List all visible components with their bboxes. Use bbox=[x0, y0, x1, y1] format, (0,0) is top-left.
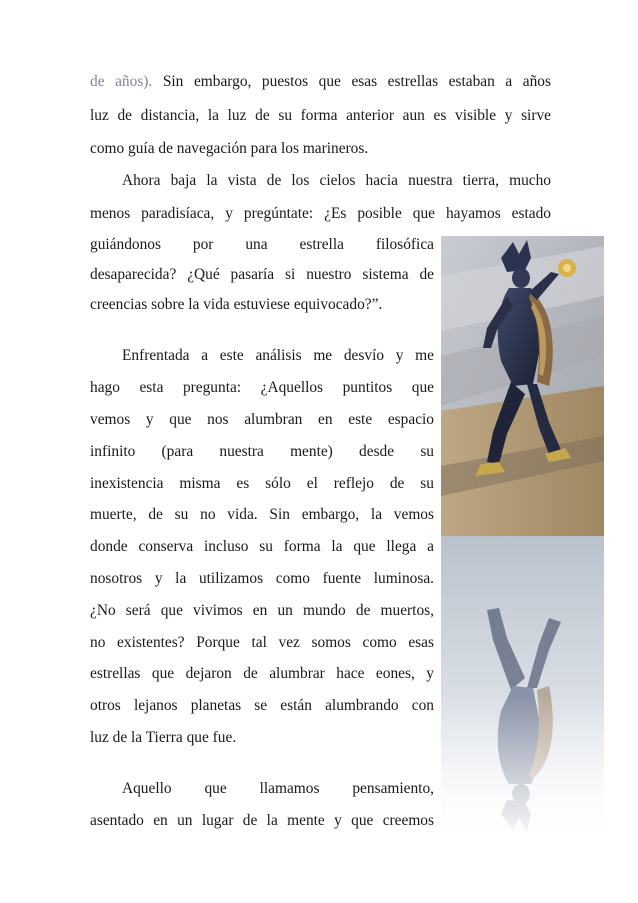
paragraph-3-line-10: no existentes? Porque tal vez somos como esas bbox=[90, 634, 434, 651]
paragraph-3-line-5: inexistencia misma es sólo el reflejo de su bbox=[90, 475, 434, 492]
paragraph-3-line-8: nosotros y la utilizamos como fuente luminosa. bbox=[90, 570, 434, 587]
paragraph-4-line-2: asentado en un lugar de la mente y que creemos bbox=[90, 812, 434, 829]
paragraph-1-line-2: luz de distancia, la luz de su forma anterior aun es visible y sirve bbox=[90, 107, 551, 124]
paragraph-3-line-6: muerte, de su no vida. Sin embargo, la vemos bbox=[90, 506, 434, 523]
paragraph-3-line-3: vemos y que nos alumbran en este espacio bbox=[90, 411, 434, 428]
paragraph-1-line-1 bbox=[90, 72, 551, 92]
paragraph-3-line-2: hago esta pregunta: ¿Aquellos puntitos que bbox=[90, 379, 434, 396]
faded-fragment: de años). bbox=[90, 73, 153, 90]
winged-figure-illustration bbox=[441, 236, 604, 848]
paragraph-2-line-1: Ahora baja la vista de los cielos hacia nuestra tierra, mucho bbox=[122, 172, 551, 189]
paragraph-3-line-13: luz de la Tierra que fue. bbox=[90, 729, 237, 746]
paragraph-3-line-4: infinito (para nuestra mente) desde su bbox=[90, 443, 434, 460]
paragraph-4-line-1: Aquello que llamamos pensamiento, bbox=[122, 780, 434, 797]
paragraph-2-line-3: guiándonos por una estrella filosófica bbox=[90, 236, 434, 253]
paragraph-3-line-12: otros lejanos planetas se están alumbrando con bbox=[90, 697, 434, 714]
paragraph-2-line-4: desaparecida? ¿Qué pasaría si nuestro sistema de bbox=[90, 266, 434, 283]
paragraph-2-line-5: creencias sobre la vida estuviese equivocado?”. bbox=[90, 296, 383, 313]
paragraph-3-line-9: ¿No será que vivimos en un mundo de muertos, bbox=[90, 602, 434, 619]
paragraph-1-line-3: como guía de navegación para los marineros. bbox=[90, 140, 369, 157]
paragraph-3-line-11: estrellas que dejaron de alumbrar hace eones, y bbox=[90, 665, 434, 682]
paragraph-1-line-1-text: Sin embargo, puestos que esas estrellas estaban a años bbox=[152, 73, 551, 90]
paragraph-3-line-7: donde conserva incluso su forma la que llega a bbox=[90, 538, 434, 555]
paragraph-3-line-1: Enfrentada a este análisis me desvío y me bbox=[122, 347, 434, 364]
paragraph-2-line-2: menos paradisíaca, y pregúntate: ¿Es posible que hayamos estado bbox=[90, 205, 551, 222]
